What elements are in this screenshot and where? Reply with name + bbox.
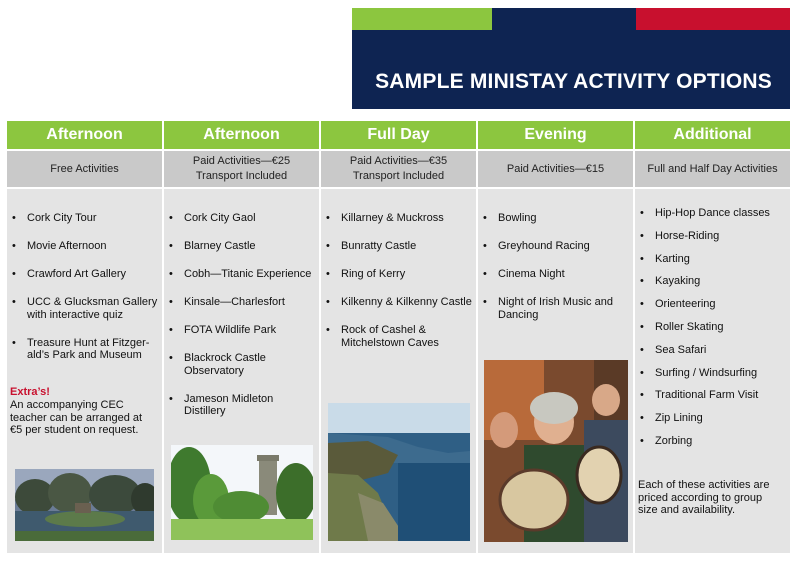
list-item: • Killarney & Muckross <box>326 212 444 224</box>
subheading-line: Transport Included <box>352 170 445 182</box>
bullet-icon: • <box>12 296 16 308</box>
column-afternoon-paid <box>164 121 319 553</box>
activity-list <box>164 212 319 418</box>
bullet-icon: • <box>483 268 487 280</box>
activity-list <box>7 212 162 362</box>
list-item: • UCC & Glucksman Gallery with interactive quiz <box>12 296 158 321</box>
bullet-icon: • <box>326 296 330 308</box>
column-additional <box>635 121 790 553</box>
column-body <box>7 189 162 553</box>
bullet-icon: • <box>640 434 644 447</box>
bullet-icon: • <box>640 298 644 311</box>
pricing-note: Each of these activities are priced according to group size and availability. <box>638 479 770 516</box>
bullet-icon: • <box>169 392 173 405</box>
subheading-line: Paid Activities—€15 <box>506 162 605 175</box>
activity-list <box>321 212 476 349</box>
coastline-photo <box>328 403 470 541</box>
bullet-icon: • <box>483 212 487 224</box>
bullet-icon: • <box>169 268 173 280</box>
bullet-icon: • <box>12 336 16 349</box>
list-item: • Bowling <box>483 212 537 224</box>
extras-title: Extra’s! <box>10 386 50 398</box>
column-body <box>478 189 633 553</box>
list-item: • Zorbing <box>640 434 693 447</box>
list-item: • Karting <box>640 252 690 265</box>
list-item: • Night of Irish Music and Dancing <box>483 296 613 321</box>
bullet-icon: • <box>326 324 330 336</box>
list-item: • Cork City Gaol <box>169 212 256 224</box>
bullet-icon: • <box>640 275 644 288</box>
list-item: • Cinema Night <box>483 268 565 280</box>
page-title: SAMPLE MINISTAY ACTIVITY OPTIONS <box>375 70 772 93</box>
column-heading: Evening <box>478 121 633 149</box>
list-item: • Treasure Hunt at Fitzger-ald’s Park and Museum <box>12 336 150 361</box>
list-item: • Kayaking <box>640 275 701 288</box>
column-heading: Full Day <box>321 121 476 149</box>
blarney-castle-photo <box>171 445 313 540</box>
bullet-icon: • <box>326 240 330 252</box>
subheading-line: Full and Half Day Activities <box>647 162 778 175</box>
list-item: • Horse-Riding <box>640 229 720 242</box>
bullet-icon: • <box>169 352 173 364</box>
column-subheading <box>7 151 162 187</box>
header-stripe-green <box>352 8 492 30</box>
header-stripe-red <box>636 8 790 30</box>
list-item: • Movie Afternoon <box>12 240 107 252</box>
list-item: • Crawford Art Gallery <box>12 268 127 280</box>
list-item: • FOTA Wildlife Park <box>169 324 277 336</box>
bullet-icon: • <box>640 412 644 425</box>
extras-text: An accompanying CEC teacher can be arranged at €5 per student on request. <box>10 399 143 436</box>
column-subheading <box>321 151 476 187</box>
column-full-day <box>321 121 476 553</box>
bullet-icon: • <box>483 240 487 252</box>
list-item: • Cork City Tour <box>12 212 97 224</box>
bullet-icon: • <box>169 240 173 252</box>
list-item: • Ring of Kerry <box>326 268 406 280</box>
bullet-icon: • <box>483 296 487 308</box>
column-heading: Additional <box>635 121 790 149</box>
list-item: • Surfing / Windsurfing <box>640 366 758 379</box>
list-item: • Orienteering <box>640 298 716 311</box>
activity-list <box>478 212 633 321</box>
bullet-icon: • <box>640 343 644 356</box>
bullet-icon: • <box>640 229 644 242</box>
list-item: • Kinsale—Charlesfort <box>169 296 285 308</box>
list-item: • Cobh—Titanic Experience <box>169 268 312 280</box>
bullet-icon: • <box>640 207 644 219</box>
column-body <box>635 189 790 553</box>
irish-music-photo <box>484 360 628 542</box>
bullet-icon: • <box>12 212 16 224</box>
bullet-icon: • <box>169 324 173 336</box>
list-item: • Greyhound Racing <box>483 240 590 252</box>
bullet-icon: • <box>640 252 644 265</box>
activity-table <box>7 121 790 553</box>
list-item: • Roller Skating <box>640 320 724 333</box>
column-body <box>321 189 476 553</box>
bullet-icon: • <box>12 240 16 252</box>
bullet-icon: • <box>169 212 173 224</box>
park-photo <box>15 469 154 541</box>
column-heading: Afternoon <box>164 121 319 149</box>
subheading-line: Free Activities <box>50 162 119 175</box>
column-subheading <box>635 151 790 187</box>
column-evening <box>478 121 633 553</box>
list-item: • Jameson Midleton Distillery <box>169 392 274 417</box>
list-item: • Blackrock Castle Observatory <box>169 352 266 377</box>
column-heading: Afternoon <box>7 121 162 149</box>
bullet-icon: • <box>640 389 644 402</box>
list-item: • Kilkenny & Kilkenny Castle <box>326 296 472 308</box>
subheading-line: Paid Activities—€25 <box>192 155 291 167</box>
list-item: • Rock of Cashel & Mitchelstown Caves <box>326 324 439 349</box>
bullet-icon: • <box>169 296 173 308</box>
list-item: • Sea Safari <box>640 343 707 356</box>
bullet-icon: • <box>640 320 644 333</box>
bullet-icon: • <box>326 212 330 224</box>
list-item: • Blarney Castle <box>169 240 256 252</box>
subheading-line: Paid Activities—€35 <box>349 155 448 167</box>
column-body <box>164 189 319 553</box>
list-item: • Bunratty Castle <box>326 240 417 252</box>
column-subheading <box>164 151 319 187</box>
subheading-line: Transport Included <box>195 170 288 182</box>
list-item: • Traditional Farm Visit <box>640 389 759 402</box>
bullet-icon: • <box>12 268 16 280</box>
column-afternoon-free <box>7 121 162 553</box>
bullet-icon: • <box>640 366 644 379</box>
bullet-icon: • <box>326 268 330 280</box>
list-item: • Zip Lining <box>640 412 703 425</box>
column-subheading <box>478 151 633 187</box>
activity-list <box>635 207 790 447</box>
list-item: • Hip-Hop Dance classes <box>640 207 770 219</box>
